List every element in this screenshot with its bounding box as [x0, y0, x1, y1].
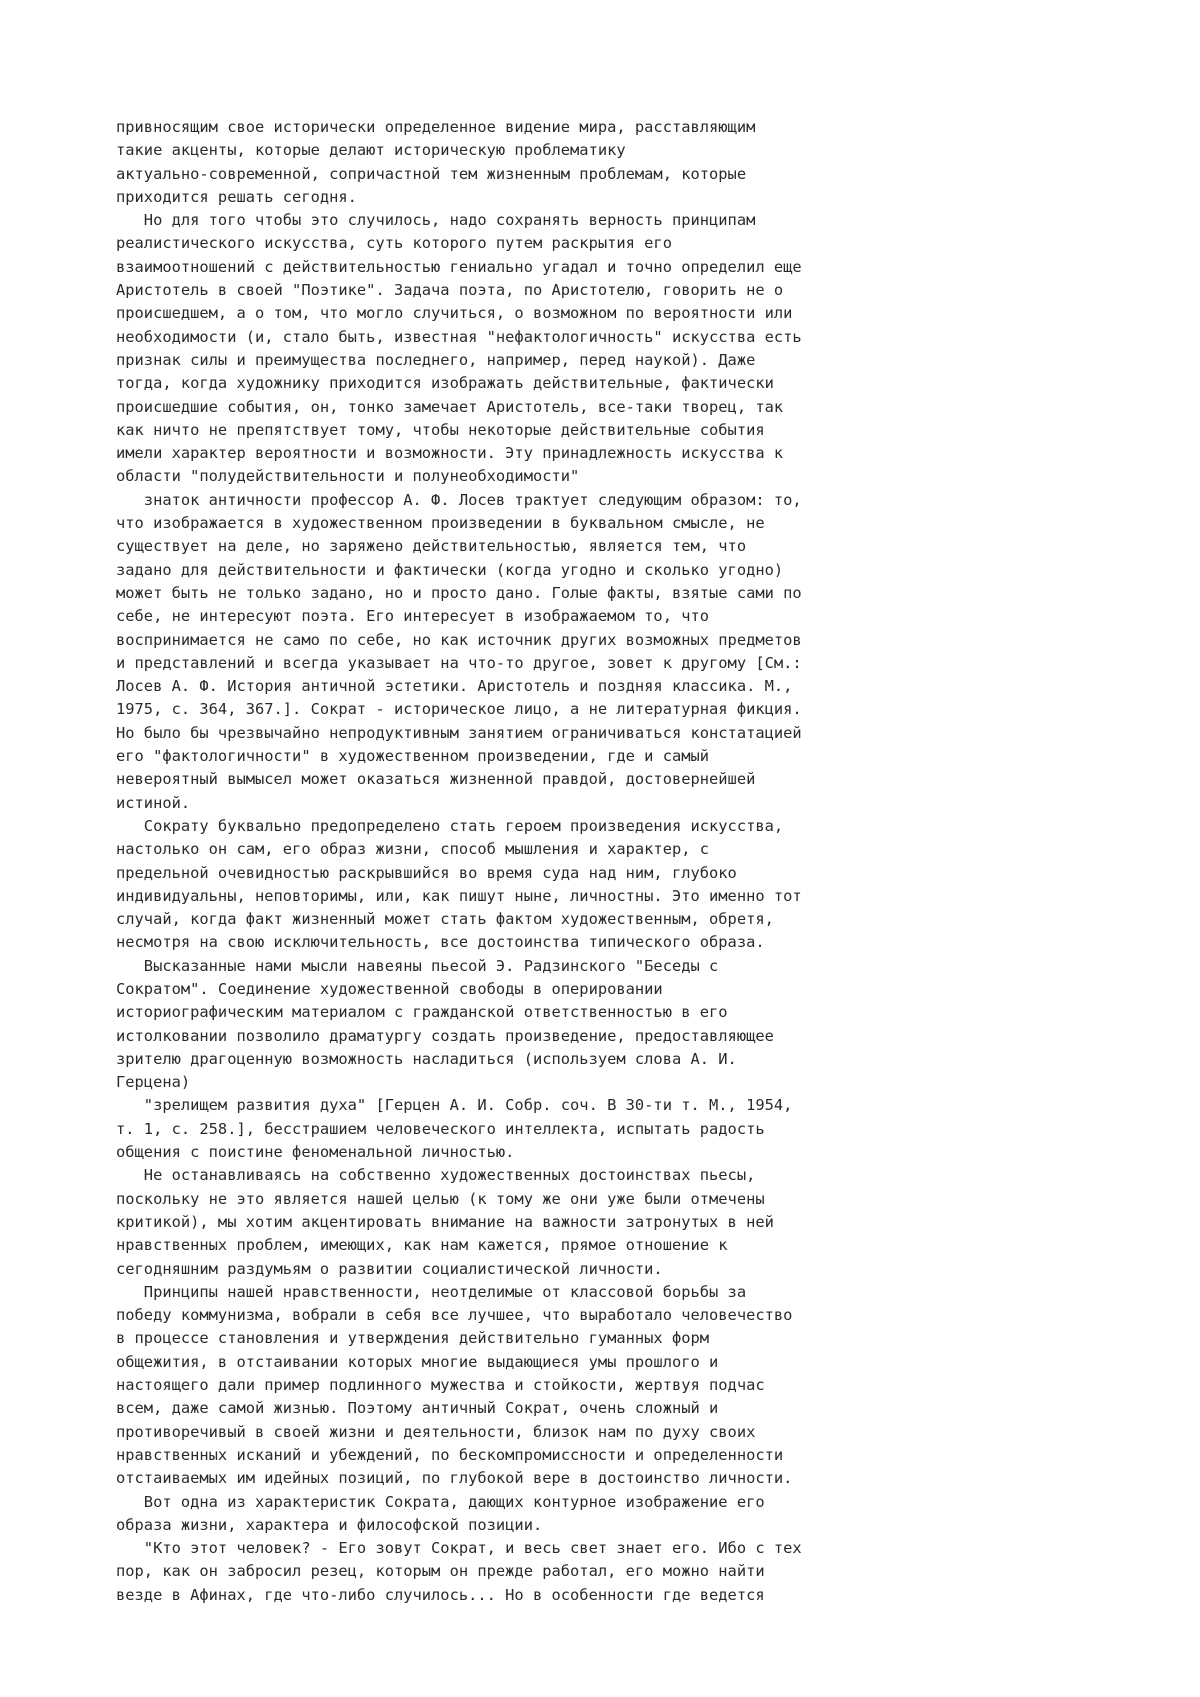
text-line: Сократом". Соединение художественной свободы в оперировании — [116, 979, 663, 998]
text-line: что изображается в художественном произведении в буквальном смысле, не — [116, 514, 765, 533]
text-line: знаток античности профессор А. Ф. Лосев трактует следующим образом: то, — [116, 490, 802, 509]
text-line: Но для того чтобы это случилось, надо сохранять верность принципам — [116, 211, 756, 230]
text-line: везде в Афинах, где что-либо случилось... Но в особенности где ведется — [116, 1585, 765, 1604]
text-line: сегодняшним раздумьям о развитии социалистической личности. — [116, 1259, 663, 1278]
text-line: Вот одна из характеристик Сократа, дающих контурное изображение его — [116, 1492, 765, 1511]
text-line: может быть не только задано, но и просто дано. Голые факты, взятые сами по — [116, 583, 802, 602]
document-page — [116, 116, 1116, 1607]
text-line: происшедшем, а о том, что могло случиться, о возможном по вероятности или — [116, 304, 793, 323]
text-line: индивидуальны, неповторимы, или, как пишут ныне, личностны. Это именно тот — [116, 886, 802, 905]
text-line: Лосев А. Ф. История античной эстетики. Аристотель и поздняя классика. М., — [116, 677, 793, 696]
text-line: пор, как он забросил резец, которым он прежде работал, его можно найти — [116, 1562, 765, 1581]
text-line: такие акценты, которые делают историческую проблематику — [116, 141, 626, 160]
text-line: как ничто не препятствует тому, чтобы некоторые действительные события — [116, 420, 765, 439]
text-line: его "фактологичности" в художественном произведении, где и самый — [116, 747, 710, 766]
text-line: имели характер вероятности и возможности. Эту принадлежность искусства к — [116, 444, 784, 463]
text-line: противоречивый в своей жизни и деятельности, близок нам по духу своих — [116, 1422, 756, 1441]
text-line: 1975, с. 364, 367.]. Сократ - историческое лицо, а не литературная фикция. — [116, 700, 802, 719]
text-line: настоящего дали пример подлинного мужества и стойкости, жертвуя подчас — [116, 1376, 765, 1395]
text-line: в процессе становления и утверждения действительно гуманных форм — [116, 1329, 710, 1348]
text-line: истолковании позволило драматургу создать произведение, предоставляющее — [116, 1026, 774, 1045]
text-line: происшедшие события, он, тонко замечает Аристотель, все-таки творец, так — [116, 397, 784, 416]
text-line: победу коммунизма, вобрали в себя все лучшее, что выработало человечество — [116, 1306, 793, 1325]
text-line: историографическим материалом с гражданской ответственностью в его — [116, 1003, 728, 1022]
text-line: поскольку не это является нашей целью (к тому же они уже были отмечены — [116, 1189, 765, 1208]
text-line: т. 1, с. 258.], бесстрашием человеческого интеллекта, испытать радость — [116, 1119, 765, 1138]
text-line: и представлений и всегда указывает на что-то другое, зовет к другому [См.: — [116, 653, 802, 672]
text-line: задано для действительности и фактически (когда угодно и сколько угодно) — [116, 560, 784, 579]
text-line: "Кто этот человек? - Его зовут Сократ, и весь свет знает его. Ибо с тех — [116, 1539, 802, 1558]
text-line: необходимости (и, стало быть, известная "нефактологичность" искусства есть — [116, 327, 802, 346]
text-line: зрителю драгоценную возможность насладиться (используем слова А. И. — [116, 1049, 737, 1068]
text-line: актуально-современной, сопричастной тем жизненным проблемам, которые — [116, 164, 747, 183]
text-line: Высказанные нами мысли навеяны пьесой Э. Радзинского "Беседы с — [116, 956, 719, 975]
text-line: Сократу буквально предопределено стать героем произведения искусства, — [116, 816, 784, 835]
text-line: Но было бы чрезвычайно непродуктивным занятием ограничиваться констатацией — [116, 723, 802, 742]
text-line: общения с поистине феноменальной личностью. — [116, 1143, 515, 1162]
text-line: общежития, в отстаивании которых многие выдающиеся умы прошлого и — [116, 1352, 719, 1371]
text-line: тогда, когда художнику приходится изображать действительные, фактически — [116, 374, 774, 393]
text-line: приходится решать сегодня. — [116, 187, 357, 206]
text-line: несмотря на свою исключительность, все достоинства типического образа. — [116, 933, 765, 952]
text-line: всем, даже самой жизнью. Поэтому античный Сократ, очень сложный и — [116, 1399, 719, 1418]
text-line: существует на деле, но заряжено действительностью, является тем, что — [116, 537, 747, 556]
text-line: признак силы и преимущества последнего, например, перед наукой). Даже — [116, 350, 756, 369]
text-line: себе, не интересуют поэта. Его интересует в изображаемом то, что — [116, 607, 710, 626]
text-line: нравственных исканий и убеждений, по бескомпромиссности и определенности — [116, 1445, 784, 1464]
text-line: невероятный вымысел может оказаться жизненной правдой, достовернейшей — [116, 770, 756, 789]
text-line: настолько он сам, его образ жизни, способ мышления и характер, с — [116, 840, 710, 859]
text-line: случай, когда факт жизненный может стать фактом художественным, обретя, — [116, 910, 774, 929]
text-line: критикой), мы хотим акцентировать внимание на важности затронутых в ней — [116, 1212, 774, 1231]
text-line: образа жизни, характера и философской позиции. — [116, 1515, 543, 1534]
text-line: привносящим свое исторически определенное видение мира, расставляющим — [116, 118, 756, 136]
text-line: воспринимается не само по себе, но как источник других возможных предметов — [116, 630, 802, 649]
text-line: Герцена) — [116, 1073, 191, 1092]
text-line: предельной очевидностью раскрывшийся во время суда над ним, глубоко — [116, 863, 737, 882]
text-line: истиной. — [116, 793, 191, 812]
text-line: Принципы нашей нравственности, неотделимые от классовой борьбы за — [116, 1282, 747, 1301]
text-line: реалистического искусства, суть которого путем раскрытия его — [116, 234, 672, 253]
text-line: взаимоотношений с действительностью гениально угадал и точно определил еще — [116, 257, 802, 276]
text-line: отстаиваемых им идейных позиций, по глубокой вере в достоинство личности. — [116, 1469, 793, 1488]
text-line: Аристотель в своей "Поэтике". Задача поэта, по Аристотелю, говорить не о — [116, 281, 784, 300]
text-line: нравственных проблем, имеющих, как нам кажется, прямое отношение к — [116, 1236, 728, 1255]
text-line: области "полудействительности и полунеобходимости" — [116, 467, 580, 486]
text-line: "зрелищем развития духа" [Герцен А. И. Собр. соч. В 30-ти т. М., 1954, — [116, 1096, 793, 1115]
text-line: Не останавливаясь на собственно художественных достоинствах пьесы, — [116, 1166, 756, 1185]
